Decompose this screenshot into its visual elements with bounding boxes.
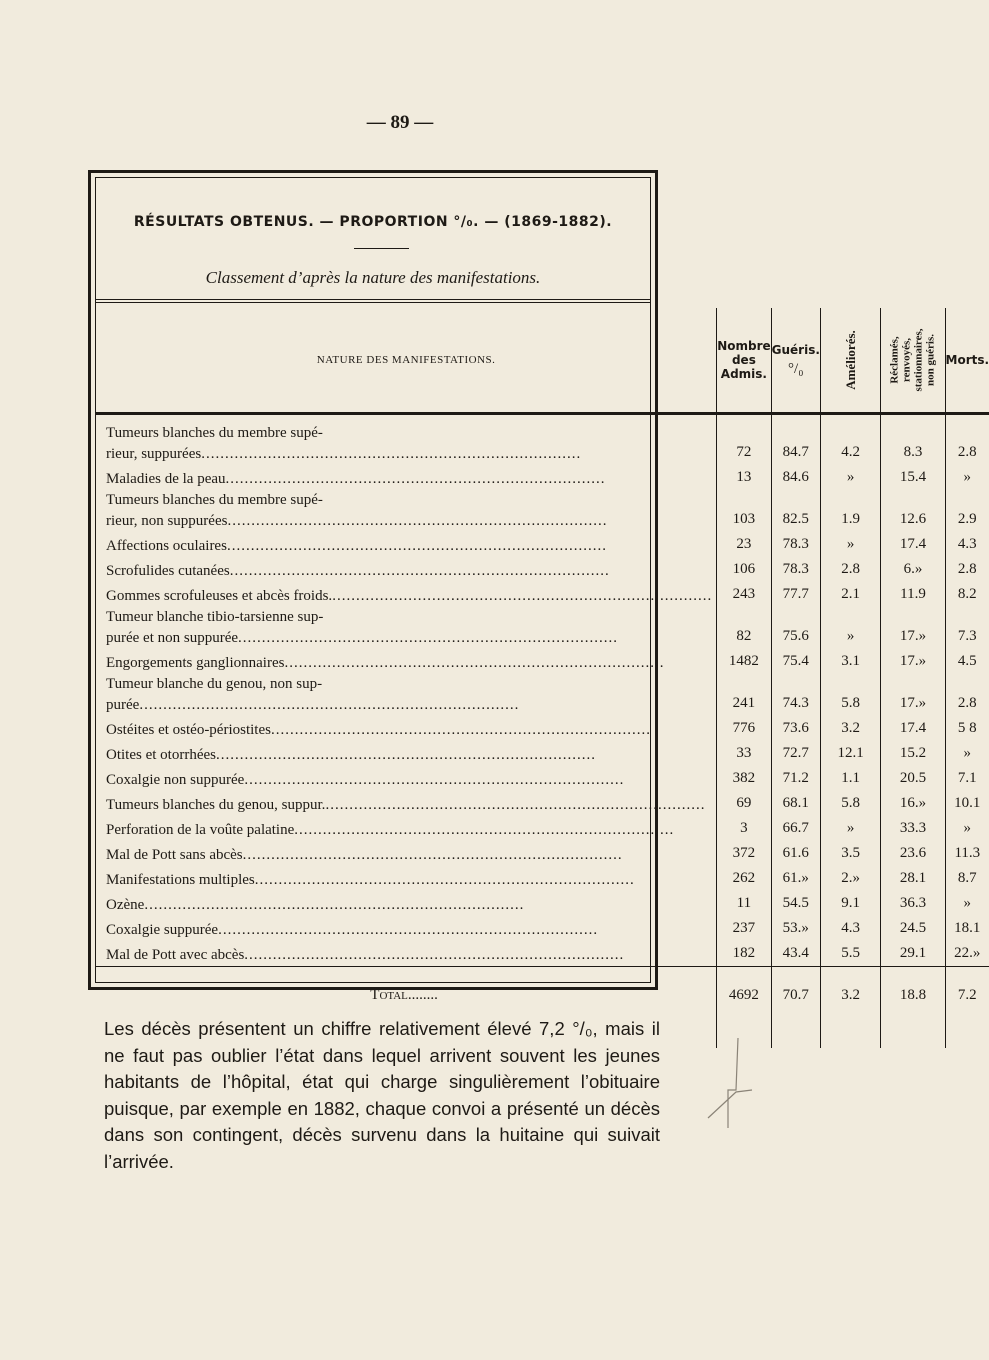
cell-reclames: 17.» <box>881 607 945 649</box>
cell-reclames: 33.3 <box>881 816 945 841</box>
cell-ameliores: 1.9 <box>820 490 881 532</box>
body-paragraph: Les décès présentent un chiffre relativement élevé 7,2 °/₀, mais il ne faut pas oublier l’état dans lequel arrivent souvent les jeunes habitants de l’hôpital, état qui charge singulièrement l’obituaire puisque, par exemple en 1882, chaque convoi a présenté un décès dans son contingent, décès survenu dans la huitaine qui suivait l’arrivée. <box>104 1018 660 1172</box>
cell-reclames: 24.5 <box>881 916 945 941</box>
cell-reclames: 23.6 <box>881 841 945 866</box>
row-label-text: Tumeurs blanches du genou, suppur. <box>106 797 326 813</box>
row-label-line1: Tumeur blanche tibio-tarsienne sup- <box>106 609 324 625</box>
cell-morts: 2.9 <box>945 490 989 532</box>
row-label-line2 <box>106 511 712 532</box>
cell-ameliores: » <box>820 532 881 557</box>
cell-admis: 103 <box>717 490 771 532</box>
cell-ameliores: 4.3 <box>820 916 881 941</box>
table-row <box>96 816 989 841</box>
pencil-margin-mark <box>700 1030 760 1140</box>
cell-morts: 11.3 <box>945 841 989 866</box>
cell-gueris: 71.2 <box>771 766 820 791</box>
cell-admis: 13 <box>717 465 771 490</box>
cell-ameliores: 3.5 <box>820 841 881 866</box>
total-morts: 7.2 <box>945 967 989 1024</box>
row-label-line2 <box>106 770 712 791</box>
cell-reclames: 20.5 <box>881 766 945 791</box>
row-label-text: Maladies de la peau <box>106 471 226 487</box>
table-row <box>96 866 989 891</box>
dot-leader <box>255 870 712 891</box>
table-row <box>96 741 989 766</box>
cell-ameliores: 1.1 <box>820 766 881 791</box>
row-label-line2 <box>106 845 712 866</box>
cell-ameliores: 4.2 <box>820 414 881 466</box>
row-label-text: Coxalgie non suppurée <box>106 772 245 788</box>
cell-admis: 69 <box>717 791 771 816</box>
header-reclames-line2: renvoyés, <box>900 337 913 383</box>
row-label <box>96 532 717 557</box>
dot-leader <box>227 536 712 557</box>
cell-ameliores: 9.1 <box>820 891 881 916</box>
row-label-line2 <box>106 795 712 816</box>
row-label-text: Otites et otorrhées <box>106 747 216 763</box>
table-row <box>96 841 989 866</box>
dot-leader <box>332 586 712 607</box>
cell-morts: 22.» <box>945 941 989 967</box>
row-label-text: Mal de Pott avec abcès <box>106 947 245 963</box>
cell-gueris: 75.4 <box>771 649 820 674</box>
table-row <box>96 674 989 716</box>
cell-admis: 372 <box>717 841 771 866</box>
row-label <box>96 649 717 674</box>
cell-admis: 11 <box>717 891 771 916</box>
cell-ameliores: » <box>820 465 881 490</box>
cell-morts: » <box>945 465 989 490</box>
cell-ameliores: 5.5 <box>820 941 881 967</box>
cell-gueris: 77.7 <box>771 582 820 607</box>
row-label <box>96 866 717 891</box>
table-body <box>96 414 989 967</box>
row-label-line1: Tumeur blanche du genou, non sup- <box>106 676 323 692</box>
cell-admis: 237 <box>717 916 771 941</box>
row-label-text: Engorgements ganglionnaires <box>106 655 285 671</box>
total-admis: 4692 <box>717 967 771 1024</box>
row-label-text: Scrofulides cutanées <box>106 563 230 579</box>
cell-reclames: 6.» <box>881 557 945 582</box>
row-label <box>96 674 717 716</box>
cell-reclames: 15.4 <box>881 465 945 490</box>
cell-morts: 5 8 <box>945 716 989 741</box>
total-gueris: 70.7 <box>771 967 820 1024</box>
row-label-line2 <box>106 536 712 557</box>
row-label <box>96 490 717 532</box>
cell-morts: 7.3 <box>945 607 989 649</box>
row-label-line2 <box>106 469 712 490</box>
table-row <box>96 791 989 816</box>
row-label <box>96 891 717 916</box>
header-gueris <box>771 308 820 414</box>
cell-reclames: 15.2 <box>881 741 945 766</box>
dot-leader <box>238 628 712 649</box>
header-reclames-line3: stationnaires, <box>912 328 925 392</box>
table-title: RÉSULTATS OBTENUS. — PROPORTION °/₀. — (1869-1882). <box>133 214 613 230</box>
total-label-text: Total <box>370 986 408 1003</box>
double-rule-bottom <box>96 302 650 303</box>
cell-gueris: 78.3 <box>771 532 820 557</box>
cell-ameliores: 2.» <box>820 866 881 891</box>
cell-reclames: 28.1 <box>881 866 945 891</box>
cell-ameliores: 5.8 <box>820 791 881 816</box>
row-label-line2 <box>106 561 712 582</box>
cell-admis: 241 <box>717 674 771 716</box>
cell-gueris: 84.6 <box>771 465 820 490</box>
table-row <box>96 766 989 791</box>
header-gueris-line2: °/₀ <box>788 360 804 377</box>
row-label <box>96 791 717 816</box>
results-table-frame <box>88 170 989 1003</box>
cell-admis: 243 <box>717 582 771 607</box>
table-row <box>96 465 989 490</box>
row-label-text: purée <box>106 697 140 713</box>
cell-morts: 2.8 <box>945 414 989 466</box>
cell-ameliores: » <box>820 816 881 841</box>
cell-gueris: 53.» <box>771 916 820 941</box>
row-label-text: Ostéites et ostéo-périostites <box>106 722 271 738</box>
cell-gueris: 84.7 <box>771 414 820 466</box>
row-label-line2 <box>106 920 712 941</box>
cell-ameliores: 5.8 <box>820 674 881 716</box>
total-ameliores: 3.2 <box>820 967 881 1024</box>
row-label-line2 <box>106 820 712 841</box>
header-admis-line2: des <box>731 353 756 367</box>
results-table <box>96 308 989 1048</box>
table-row <box>96 941 989 967</box>
row-label <box>96 766 717 791</box>
cell-gueris: 78.3 <box>771 557 820 582</box>
dot-leader <box>244 945 712 966</box>
table-row <box>96 716 989 741</box>
table-row <box>96 607 989 649</box>
cell-gueris: 82.5 <box>771 490 820 532</box>
row-label-line2 <box>106 895 712 916</box>
cell-gueris: 66.7 <box>771 816 820 841</box>
page-number: — 89 — <box>366 112 434 133</box>
cell-reclames: 17.» <box>881 649 945 674</box>
cell-admis: 182 <box>717 941 771 967</box>
header-morts: Morts. <box>945 308 989 414</box>
row-label <box>96 582 717 607</box>
cell-admis: 33 <box>717 741 771 766</box>
row-label-text: rieur, suppurées <box>106 446 202 462</box>
title-rule <box>354 248 409 249</box>
header-row <box>96 308 989 414</box>
double-rule-top <box>96 299 650 300</box>
header-nature: NATURE DES MANIFESTATIONS. <box>96 308 717 414</box>
total-row <box>96 967 989 1024</box>
table-row <box>96 557 989 582</box>
dot-leader <box>244 770 712 791</box>
cell-gueris: 54.5 <box>771 891 820 916</box>
row-label-text: Perforation de la voûte palatine <box>106 822 295 838</box>
dot-leader <box>218 920 712 941</box>
cell-gueris: 74.3 <box>771 674 820 716</box>
cell-reclames: 12.6 <box>881 490 945 532</box>
table-row <box>96 490 989 532</box>
row-label-text: Affections oculaires <box>106 538 227 554</box>
row-label-line2 <box>106 745 712 766</box>
table-row <box>96 891 989 916</box>
cell-ameliores: 2.1 <box>820 582 881 607</box>
header-reclames-line1: Réclamés, <box>888 336 901 384</box>
row-label-line2 <box>106 628 712 649</box>
cell-reclames: 17.» <box>881 674 945 716</box>
row-label-text: rieur, non suppurées <box>106 513 228 529</box>
cell-morts: 8.7 <box>945 866 989 891</box>
header-admis-line3: Admis. <box>720 367 767 381</box>
table-row <box>96 414 989 466</box>
row-label-line2 <box>106 870 712 891</box>
row-label <box>96 557 717 582</box>
table-row <box>96 582 989 607</box>
header-ameliores <box>820 308 881 414</box>
cell-admis: 262 <box>717 866 771 891</box>
frame-inner-border <box>95 177 989 1003</box>
row-label <box>96 414 717 466</box>
cell-gueris: 61.6 <box>771 841 820 866</box>
row-label-line2 <box>106 695 712 716</box>
row-label <box>96 941 717 967</box>
cell-admis: 23 <box>717 532 771 557</box>
row-label-line2 <box>106 586 712 607</box>
cell-admis: 1482 <box>717 649 771 674</box>
cell-gueris: 73.6 <box>771 716 820 741</box>
cell-morts: 4.5 <box>945 649 989 674</box>
cell-reclames: 17.4 <box>881 532 945 557</box>
cell-gueris: 72.7 <box>771 741 820 766</box>
row-label-line2 <box>106 444 712 465</box>
row-label-line2 <box>106 945 712 966</box>
row-label <box>96 716 717 741</box>
dot-leader <box>139 695 712 716</box>
cell-morts: 2.8 <box>945 557 989 582</box>
spacer-cell <box>820 1023 881 1048</box>
dot-leader <box>294 820 712 841</box>
cell-reclames: 36.3 <box>881 891 945 916</box>
row-label-text: Manifestations multiples <box>106 872 255 888</box>
row-label-text: Ozène <box>106 897 145 913</box>
row-label-text: Coxalgie suppurée <box>106 922 219 938</box>
header-reclames <box>881 308 945 414</box>
dot-leader <box>226 469 713 490</box>
dot-leader <box>243 845 713 866</box>
row-label-line2 <box>106 653 712 674</box>
cell-morts: 10.1 <box>945 791 989 816</box>
row-label <box>96 916 717 941</box>
total-reclames: 18.8 <box>881 967 945 1024</box>
dot-leader <box>230 561 712 582</box>
cell-morts: » <box>945 891 989 916</box>
dot-leader <box>144 895 712 916</box>
cell-admis: 3 <box>717 816 771 841</box>
header-ameliores-label: Améliorés. <box>842 330 858 390</box>
cell-ameliores: 12.1 <box>820 741 881 766</box>
row-label <box>96 607 717 649</box>
cell-gueris: 75.6 <box>771 607 820 649</box>
cell-morts: » <box>945 741 989 766</box>
cell-admis: 72 <box>717 414 771 466</box>
dot-leader <box>227 511 712 532</box>
cell-morts: 7.1 <box>945 766 989 791</box>
cell-morts: 18.1 <box>945 916 989 941</box>
cell-admis: 776 <box>717 716 771 741</box>
table-subtitle: Classement d’après la nature des manifestations. <box>205 268 541 287</box>
cell-morts: » <box>945 816 989 841</box>
row-label <box>96 741 717 766</box>
spacer-cell <box>771 1023 820 1048</box>
spacer-cell <box>945 1023 989 1048</box>
row-label-text: Gommes scrofuleuses et abcès froids. <box>106 588 333 604</box>
row-label-text: Mal de Pott sans abcès <box>106 847 243 863</box>
cell-ameliores: 3.2 <box>820 716 881 741</box>
row-label-text: purée et non suppurée <box>106 630 239 646</box>
cell-reclames: 11.9 <box>881 582 945 607</box>
header-gueris-line1: Guéris. <box>771 342 820 357</box>
dot-leader <box>216 745 712 766</box>
dot-leader <box>284 653 712 674</box>
cell-morts: 4.3 <box>945 532 989 557</box>
cell-ameliores: 3.1 <box>820 649 881 674</box>
dot-leader <box>271 720 712 741</box>
header-admis <box>717 308 771 414</box>
dot-leader <box>201 444 712 465</box>
cell-gueris: 68.1 <box>771 791 820 816</box>
cell-reclames: 17.4 <box>881 716 945 741</box>
row-label-line1: Tumeurs blanches du membre supé- <box>106 492 323 508</box>
cell-admis: 382 <box>717 766 771 791</box>
spacer-cell <box>881 1023 945 1048</box>
table-row <box>96 916 989 941</box>
dot-leader <box>325 795 712 816</box>
row-label-line2 <box>106 720 712 741</box>
cell-reclames: 16.» <box>881 791 945 816</box>
header-reclames-line4: non guéris. <box>924 334 937 386</box>
header-reclames-label <box>889 328 937 391</box>
row-label <box>96 465 717 490</box>
row-label <box>96 841 717 866</box>
total-label: Total........ <box>96 967 717 1024</box>
cell-gueris: 61.» <box>771 866 820 891</box>
cell-admis: 106 <box>717 557 771 582</box>
row-label <box>96 816 717 841</box>
cell-reclames: 8.3 <box>881 414 945 466</box>
row-label-line1: Tumeurs blanches du membre supé- <box>106 425 323 441</box>
cell-ameliores: » <box>820 607 881 649</box>
cell-reclames: 29.1 <box>881 941 945 967</box>
cell-ameliores: 2.8 <box>820 557 881 582</box>
table-row <box>96 532 989 557</box>
table-row <box>96 649 989 674</box>
cell-gueris: 43.4 <box>771 941 820 967</box>
cell-morts: 8.2 <box>945 582 989 607</box>
header-admis-line1: Nombre <box>717 339 771 353</box>
cell-morts: 2.8 <box>945 674 989 716</box>
cell-admis: 82 <box>717 607 771 649</box>
